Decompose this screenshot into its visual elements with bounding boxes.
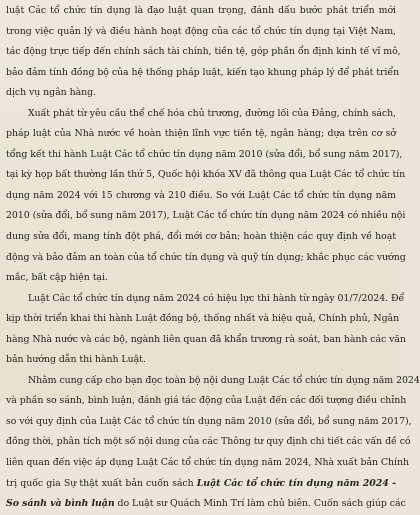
text-line: tác động trực tiếp đến chính sách tài chính, tiền tệ, góp phần ổn định kinh tế vĩ mô, [6, 46, 401, 58]
text-line: trong việc quản lý và điều hành hoạt động của các tổ chức tín dụng tại Việt Nam, [6, 25, 396, 37]
text-line: tại kỳ họp bất thường lần thứ 5, Quốc hội khóa XV đã thông qua Luật Các tổ chức tín [6, 169, 406, 181]
text-line: liên quan đến việc áp dụng Luật Các tổ chức tín dụng năm 2024, Nhà xuất bản Chính [6, 457, 409, 469]
text-line: Xuất phát từ yêu cầu thể chế hóa chủ trương, đường lối của Đảng, chính sách, [28, 107, 396, 119]
text-line: bảo đảm tính đồng bộ của hệ thống pháp luật, kiến tạo khung pháp lý để phát triển [6, 66, 400, 78]
text-line: luật Các tổ chức tín dụng là đạo luật quan trọng, đánh dấu bước phát triển mới [6, 5, 396, 16]
text-line: dụng năm 2024 với 15 chương và 210 điều. So với Luật Các tổ chức tín dụng năm [6, 189, 396, 201]
text-line: pháp luật của Nhà nước về hoàn thiện lĩnh vực tiền tệ, ngân hàng; dựa trên cơ sở [6, 128, 396, 140]
text-run: trị quốc gia Sự thật xuất bản cuốn sách [6, 477, 197, 489]
text-line: hàng Nhà nước và các bộ, ngành liên quan đã khẩn trương rà soát, ban hành các văn [6, 333, 406, 345]
text-line: Luật Các tổ chức tín dụng năm 2024 có hiệu lực thi hành từ ngày 01/7/2024. Để [28, 292, 405, 304]
text-line: và phần so sánh, bình luận, đánh giá tác động của Luật đến các đối tượng điều chỉnh [6, 395, 407, 407]
text-line: đồng thời, phân tích một số nội dung của các Thông tư quy định chi tiết các vấn đề có [6, 436, 411, 448]
text-line: dịch vụ ngân hàng. [6, 87, 96, 99]
text-line: động và bảo đảm an toàn của tổ chức tín dụng và quỹ tín dụng; khắc phục các vướng [6, 251, 406, 263]
text-line: dung sửa đổi, mang tính đột phá, đổi mới cơ bản; hoàn thiện các quy định về hoạt [6, 231, 396, 243]
text-line: bản hướng dẫn thi hành Luật. [6, 354, 146, 366]
book-title: Luật Các tổ chức tín dụng năm 2024 - [196, 477, 396, 489]
text-line: tổng kết thi hành Luật Các tổ chức tín dụng năm 2010 (sửa đổi, bổ sung năm 2017), [6, 148, 403, 160]
book-title: So sánh và bình luận [6, 498, 115, 510]
text-line [6, 494, 406, 515]
text-line: mắc, bất cập hiện tại. [6, 272, 108, 284]
text-line: so với quy định của Luật Các tổ chức tín dụng năm 2010 (sửa đổi, bổ sung năm 2017), [6, 415, 412, 427]
document-page [0, 1, 420, 510]
text-line [6, 474, 396, 495]
text-run: do Luật sư Quách Minh Trí làm chủ biên. Cuốn sách giúp các [114, 498, 406, 510]
text-line: Nhằm cung cấp cho bạn đọc toàn bộ nội dung Luật Các tổ chức tín dụng năm 2024 [28, 374, 420, 386]
text-line: 2010 (sửa đổi, bổ sung năm 2017), Luật Các tổ chức tín dụng năm 2024 có nhiều nội [6, 210, 406, 222]
text-line: kịp thời triển khai thi hành Luật đồng bộ, thống nhất và hiệu quả, Chính phủ, Ngân [6, 313, 400, 325]
